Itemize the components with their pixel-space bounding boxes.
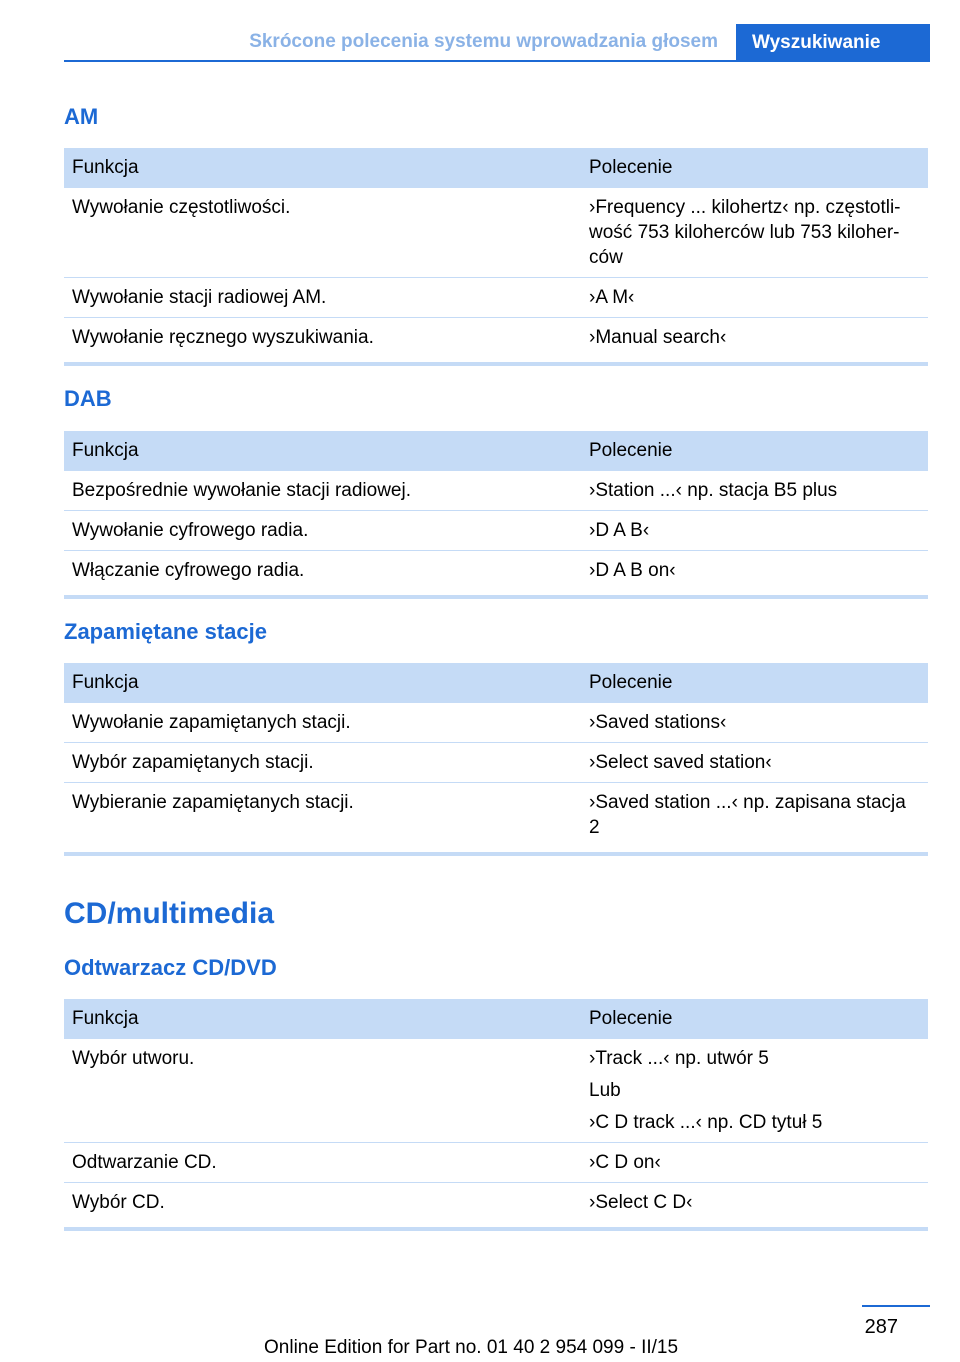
command-cell: ›Manual search‹ <box>581 318 928 365</box>
section-title-saved-stations: Zapamiętane stacje <box>64 619 267 644</box>
table-row <box>64 1143 928 1183</box>
table-row <box>64 1039 928 1143</box>
header-rule <box>64 60 930 62</box>
function-cell: Wywołanie cyfrowego radia. <box>64 511 581 551</box>
header-chapter-title: Skrócone polecenia systemu wprowadzania głosem <box>249 31 718 52</box>
table-row <box>64 551 928 598</box>
dab-command-table <box>64 431 928 599</box>
table-row <box>64 1183 928 1230</box>
table-row <box>64 471 928 511</box>
table-row <box>64 278 928 318</box>
header-section-tab: Wyszukiwanie <box>736 24 930 62</box>
column-header-command: Polecenie <box>581 148 928 188</box>
column-header-command: Polecenie <box>581 663 928 703</box>
saved-stations-command-table <box>64 663 928 856</box>
footer-edition-text: Online Edition for Part no. 01 40 2 954 099 - II/15 <box>264 1337 679 1358</box>
table-row <box>64 188 928 278</box>
command-line: ›Track ...‹ np. utwór 5 <box>589 1048 769 1069</box>
am-command-table <box>64 148 928 366</box>
function-cell: Wybór utworu. <box>64 1039 581 1143</box>
command-cell <box>581 1039 928 1143</box>
table-header-row <box>64 431 928 471</box>
table-row <box>64 318 928 365</box>
section-title-am: AM <box>64 104 99 129</box>
column-header-command: Polecenie <box>581 431 928 471</box>
footer-rule <box>862 1305 930 1307</box>
table-header-row <box>64 999 928 1039</box>
table-row <box>64 743 928 783</box>
function-cell: Wywołanie ręcznego wyszukiwania. <box>64 318 581 365</box>
table-header-row <box>64 148 928 188</box>
function-cell: Bezpośrednie wywołanie stacji radiowej. <box>64 471 581 511</box>
column-header-function: Funkcja <box>64 148 581 188</box>
section-title-cd-dvd-player: Odtwarzacz CD/DVD <box>64 955 277 980</box>
command-cell: ›Station ...‹ np. stacja B5 plus <box>581 471 928 511</box>
command-cell: ›Select C D‹ <box>581 1183 928 1230</box>
chapter-title-cd-multimedia: CD/multimedia <box>64 897 275 930</box>
table-row <box>64 703 928 743</box>
function-cell: Wybór zapamiętanych stacji. <box>64 743 581 783</box>
column-header-function: Funkcja <box>64 999 581 1039</box>
command-cell: ›A M‹ <box>581 278 928 318</box>
section-title-dab: DAB <box>64 386 112 411</box>
function-cell: Wywołanie częstotliwości. <box>64 188 581 278</box>
function-cell: Wybór CD. <box>64 1183 581 1230</box>
function-cell: Wybieranie zapamiętanych stacji. <box>64 783 581 855</box>
function-cell: Wywołanie stacji radiowej AM. <box>64 278 581 318</box>
command-cell: ›Select saved station‹ <box>581 743 928 783</box>
command-cell: ›D A B‹ <box>581 511 928 551</box>
command-cell: ›Saved stations‹ <box>581 703 928 743</box>
table-header-row <box>64 663 928 703</box>
function-cell: Wywołanie zapamiętanych stacji. <box>64 703 581 743</box>
column-header-function: Funkcja <box>64 663 581 703</box>
command-cell: ›D A B on‹ <box>581 551 928 598</box>
column-header-command: Polecenie <box>581 999 928 1039</box>
table-row <box>64 783 928 855</box>
command-cell: ›Frequency ... kilohertz‹ np. częstotliwość 753 kiloherców lub 753 kiloherców <box>581 188 928 278</box>
function-cell: Włączanie cyfrowego radia. <box>64 551 581 598</box>
function-cell: Odtwarzanie CD. <box>64 1143 581 1183</box>
table-row <box>64 511 928 551</box>
command-line: Lub <box>589 1080 621 1101</box>
column-header-function: Funkcja <box>64 431 581 471</box>
command-cell: ›Saved station ...‹ np. zapisana stacja 2 <box>581 783 928 855</box>
page-header <box>64 24 930 62</box>
page-number: 287 <box>864 1316 898 1338</box>
cd-dvd-command-table <box>64 999 928 1231</box>
command-cell: ›C D on‹ <box>581 1143 928 1183</box>
command-line: ›C D track ...‹ np. CD tytuł 5 <box>589 1112 823 1133</box>
